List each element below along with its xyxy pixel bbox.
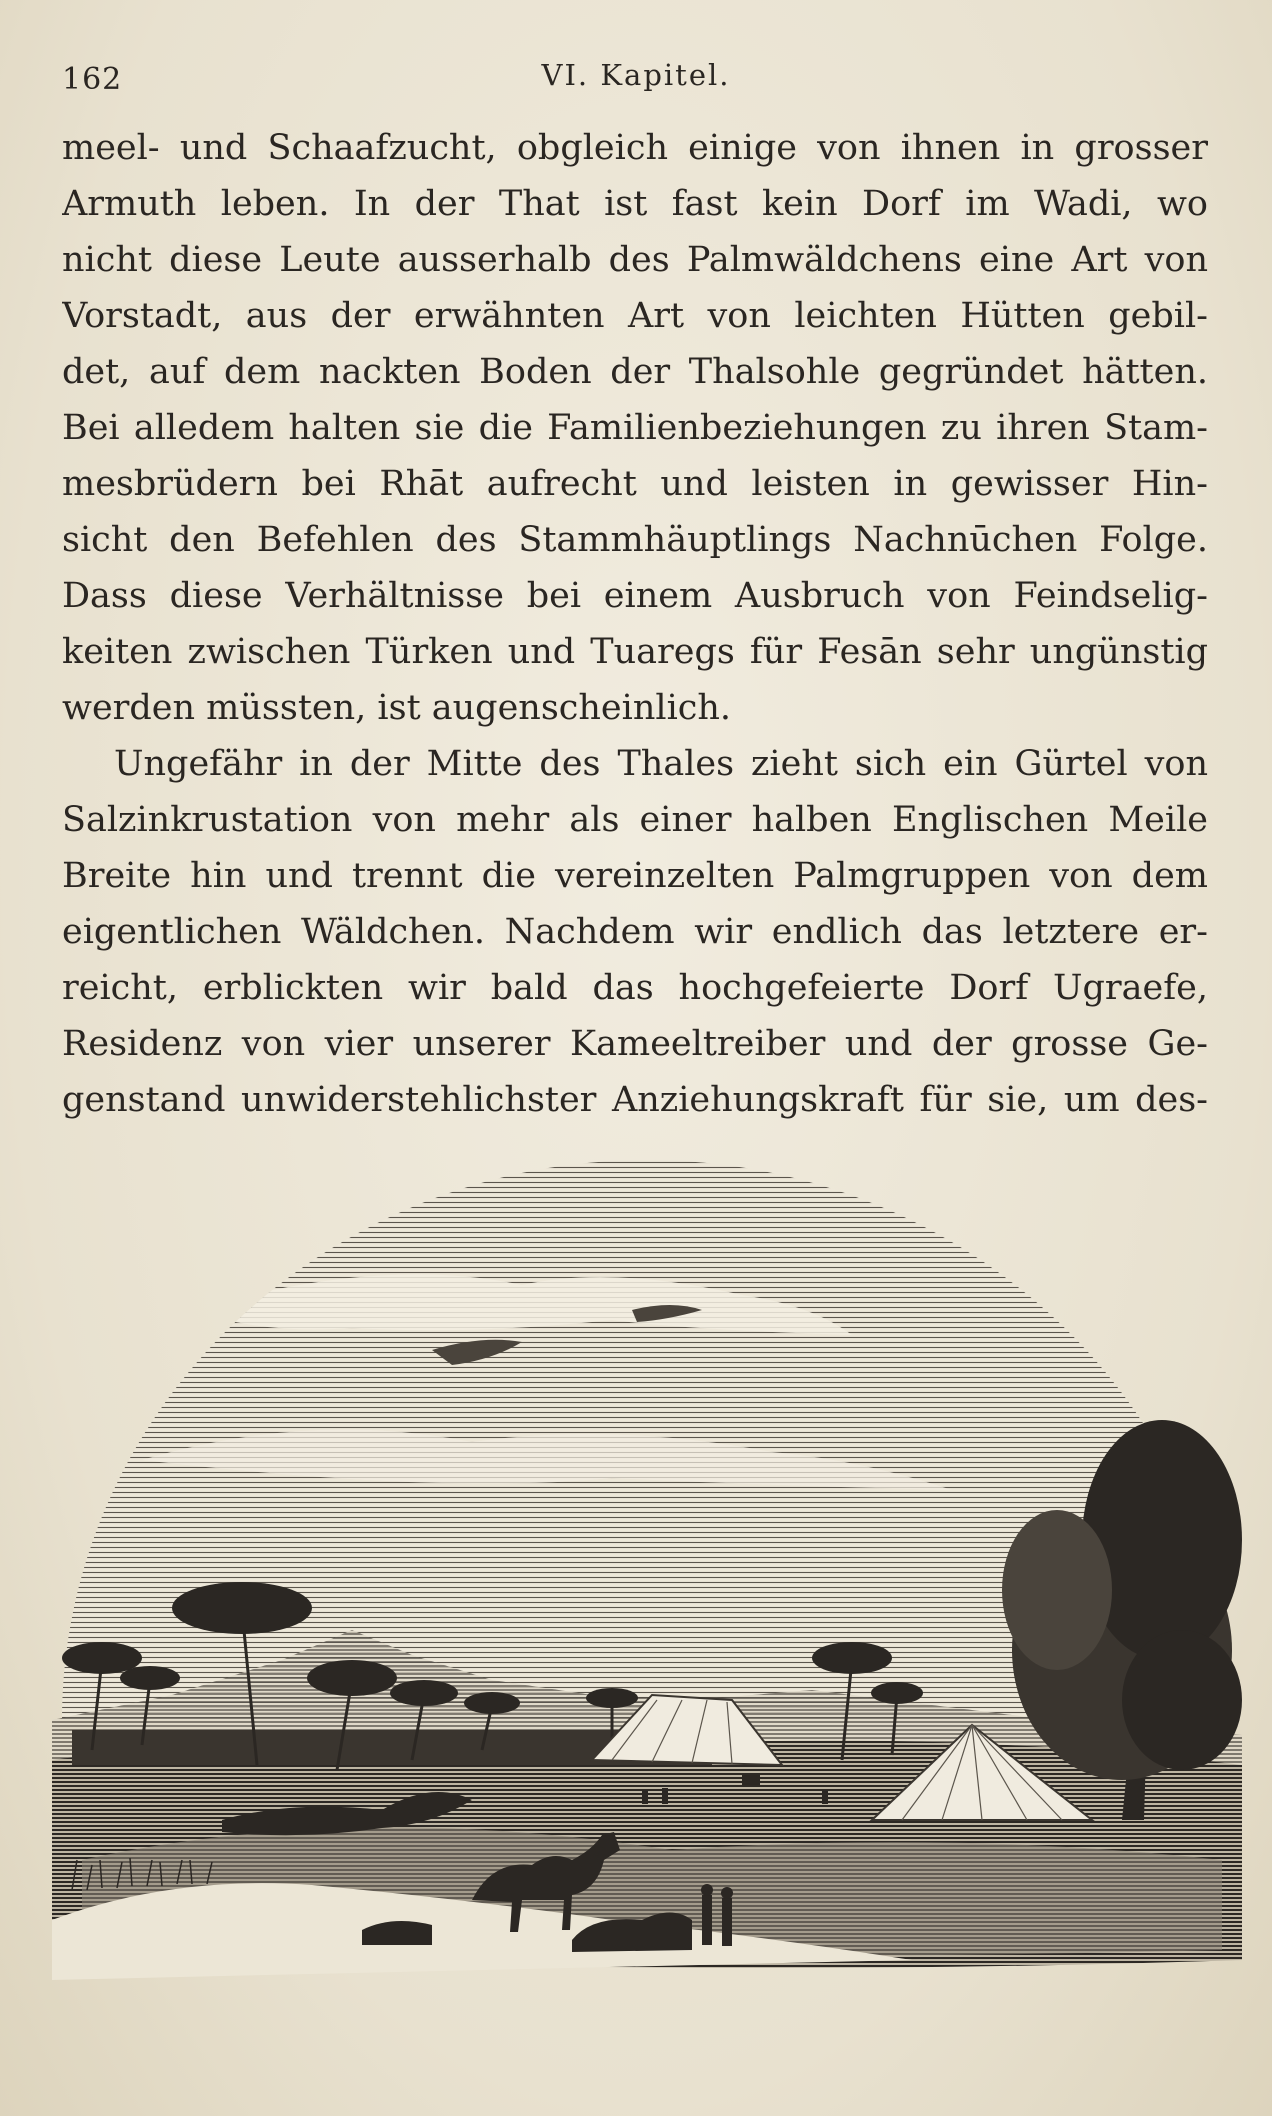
body-text: [62, 120, 1208, 1128]
text-line: Vorstadt, aus der erwähnten Art von leichten Hütten gebil-: [62, 296, 1208, 336]
text-line: Dass diese Verhältnisse bei einem Ausbruch von Feindselig-: [62, 576, 1208, 616]
text-line: Ungefähr in der Mitte des Thales zieht sich ein Gürtel von: [114, 744, 1208, 784]
text-line: meel- und Schaafzucht, obgleich einige von ihnen in grosser: [62, 128, 1208, 168]
text-line: sicht den Befehlen des Stammhäuptlings Nachnūchen Folge.: [62, 520, 1208, 560]
paragraph-1: [62, 120, 1208, 736]
running-head: VI. Kapitel.: [541, 58, 731, 92]
text-line: Residenz von vier unserer Kameeltreiber und der grosse Ge-: [62, 1024, 1208, 1064]
text-line: nicht diese Leute ausserhalb des Palmwäldchens eine Art von: [62, 240, 1208, 280]
text-line: mesbrüdern bei Rhāt aufrecht und leisten in gewisser Hin-: [62, 464, 1208, 504]
oasis-engraving: [52, 1160, 1242, 2030]
text-line: Bei alledem halten sie die Familienbeziehungen zu ihren Stam-: [62, 408, 1208, 448]
text-line: keiten zwischen Türken und Tuaregs für Fesān sehr ungünstig: [62, 632, 1208, 672]
text-line: Armuth leben. In der That ist fast kein Dorf im Wadi, wo: [62, 184, 1208, 224]
text-line: det, auf dem nackten Boden der Thalsohle gegründet hätten.: [62, 352, 1208, 392]
paragraph-2: [62, 736, 1208, 1128]
text-line: eigentlichen Wäldchen. Nachdem wir endlich das letztere er-: [62, 912, 1208, 952]
text-line: Salzinkrustation von mehr als einer halben Englischen Meile: [62, 800, 1208, 840]
text-line: Breite hin und trennt die vereinzelten Palmgruppen von dem: [62, 856, 1208, 896]
text-line: genstand unwiderstehlichster Anziehungskraft für sie, um des-: [62, 1080, 1208, 1120]
text-line: werden müssten, ist augenscheinlich.: [62, 688, 732, 728]
page-header: [0, 54, 1272, 97]
page-number: 162: [62, 62, 123, 97]
text-line: reicht, erblickten wir bald das hochgefeierte Dorf Ugraefe,: [62, 968, 1208, 1008]
